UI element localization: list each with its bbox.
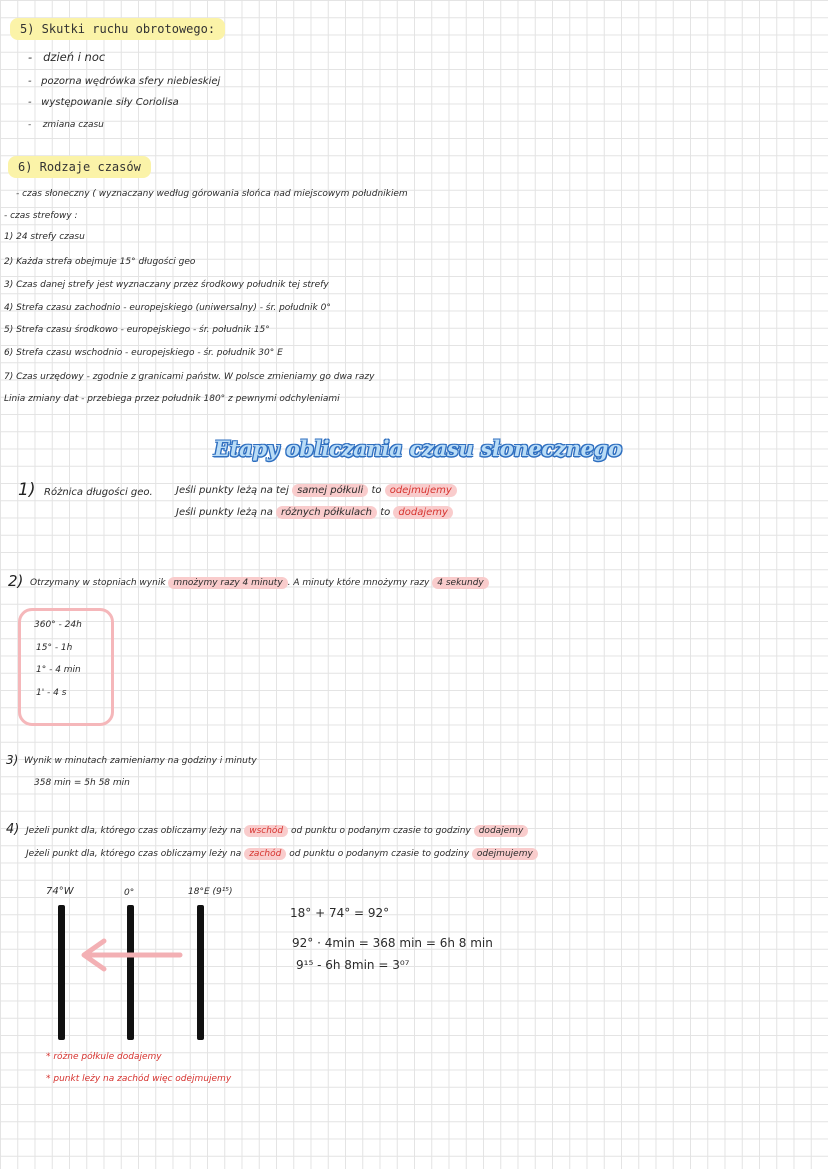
direction-highlight: zachód — [244, 848, 286, 860]
calc-line: 92° · 4min = 368 min = 6h 8 min — [292, 936, 493, 950]
result-highlight: odejmujemy — [385, 484, 457, 497]
step-number: 1) — [18, 480, 36, 500]
step3-example: 358 min = 5h 58 min — [34, 778, 130, 788]
list-item: - czas słoneczny ( wyznaczany według górowania słońca nad miejscowym południkiem — [16, 189, 408, 199]
step-number: 4) — [6, 822, 20, 837]
arrow-left-icon — [74, 935, 184, 975]
step1-line1: Jeśli punkty leżą na tej samej półkuli to odejmujemy — [176, 485, 457, 496]
list-item: - czas strefowy : — [4, 211, 78, 221]
list-item: - występowanie siły Coriolisa — [28, 97, 179, 108]
list-item: 4) Strefa czasu zachodnio - europejskiego (uniwersalny) - śr. południk 0° — [4, 303, 331, 313]
meridian-bar — [197, 905, 204, 1040]
list-item: 3) Czas danej strefy jest wyznaczany przez środkowy południk tej strefy — [4, 280, 329, 290]
calc-line: 18° + 74° = 92° — [290, 906, 390, 920]
list-item: 1) 24 strefy czasu — [4, 232, 85, 242]
meridian-bar — [58, 905, 65, 1040]
table-row: 1' - 4 s — [36, 688, 67, 698]
meridian-label: 18°E (9¹⁵) — [188, 887, 233, 897]
list-item: - pozorna wędrówka sfery niebieskiej — [28, 76, 221, 87]
highlight: mnożymy razy 4 minuty — [168, 577, 287, 589]
direction-highlight: wschód — [244, 825, 288, 837]
list-item: 7) Czas urzędowy - zgodnie z granicami państw. W polsce zmieniamy go dwa razy — [4, 372, 375, 382]
diagram-note: * punkt leży na zachód więc odejmujemy — [46, 1074, 232, 1084]
page-title: Etapy obliczania czasu słonecznego — [214, 436, 622, 461]
step4-line2: Jeżeli punkt dla, którego czas obliczamy leży na zachód od punktu o podanym czasie to godziny odejmujemy — [26, 849, 538, 859]
list-item: 5) Strefa czasu środkowo - europejskiego - śr. południk 15° — [4, 325, 270, 335]
list-item: 2) Każda strefa obejmuje 15° długości geo — [4, 257, 196, 267]
list-item: - zmiana czasu — [28, 120, 104, 130]
result-highlight: dodajemy — [393, 506, 453, 519]
list-item: - dzień i noc — [28, 50, 106, 64]
result-highlight: odejmujemy — [472, 848, 538, 860]
table-row: 15° - 1h — [36, 643, 73, 653]
result-highlight: dodajemy — [474, 825, 529, 837]
step1-line2: Jeśli punkty leżą na różnych półkulach to dodajemy — [176, 507, 453, 518]
step-number: 2) — [8, 572, 24, 590]
section6-heading: 6) Rodzaje czasów — [8, 156, 151, 178]
step2-line: Otrzymany w stopniach wynik mnożymy razy 4 minuty . A minuty które mnożymy razy 4 sekundy — [30, 578, 489, 588]
list-item: Linia zmiany dat - przebiega przez południk 180° z pewnymi odchyleniami — [4, 394, 340, 404]
meridian-label: 0° — [124, 888, 135, 898]
step-number: 3) — [6, 753, 19, 767]
table-row: 360° - 24h — [34, 620, 82, 630]
calc-line: 9¹⁵ - 6h 8min = 3⁰⁷ — [296, 958, 410, 972]
diagram-note: * różne półkule dodajemy — [46, 1052, 162, 1062]
highlight: samej półkuli — [292, 484, 368, 497]
highlight: różnych półkulach — [276, 506, 377, 519]
step4-line1: Jeżeli punkt dla, którego czas obliczamy leży na wschód od punktu o podanym czasie to godziny dodajemy — [26, 826, 528, 836]
section5-heading: 5) Skutki ruchu obrotowego: — [10, 18, 225, 40]
list-item: 6) Strefa czasu wschodnio - europejskiego - śr. południk 30° E — [4, 348, 283, 358]
meridian-label: 74°W — [46, 886, 74, 897]
step3-text: Wynik w minutach zamieniamy na godziny i minuty — [24, 756, 257, 766]
table-row: 1° - 4 min — [36, 665, 81, 675]
step1-label: Różnica długości geo. — [44, 487, 153, 498]
highlight: 4 sekundy — [432, 577, 488, 589]
